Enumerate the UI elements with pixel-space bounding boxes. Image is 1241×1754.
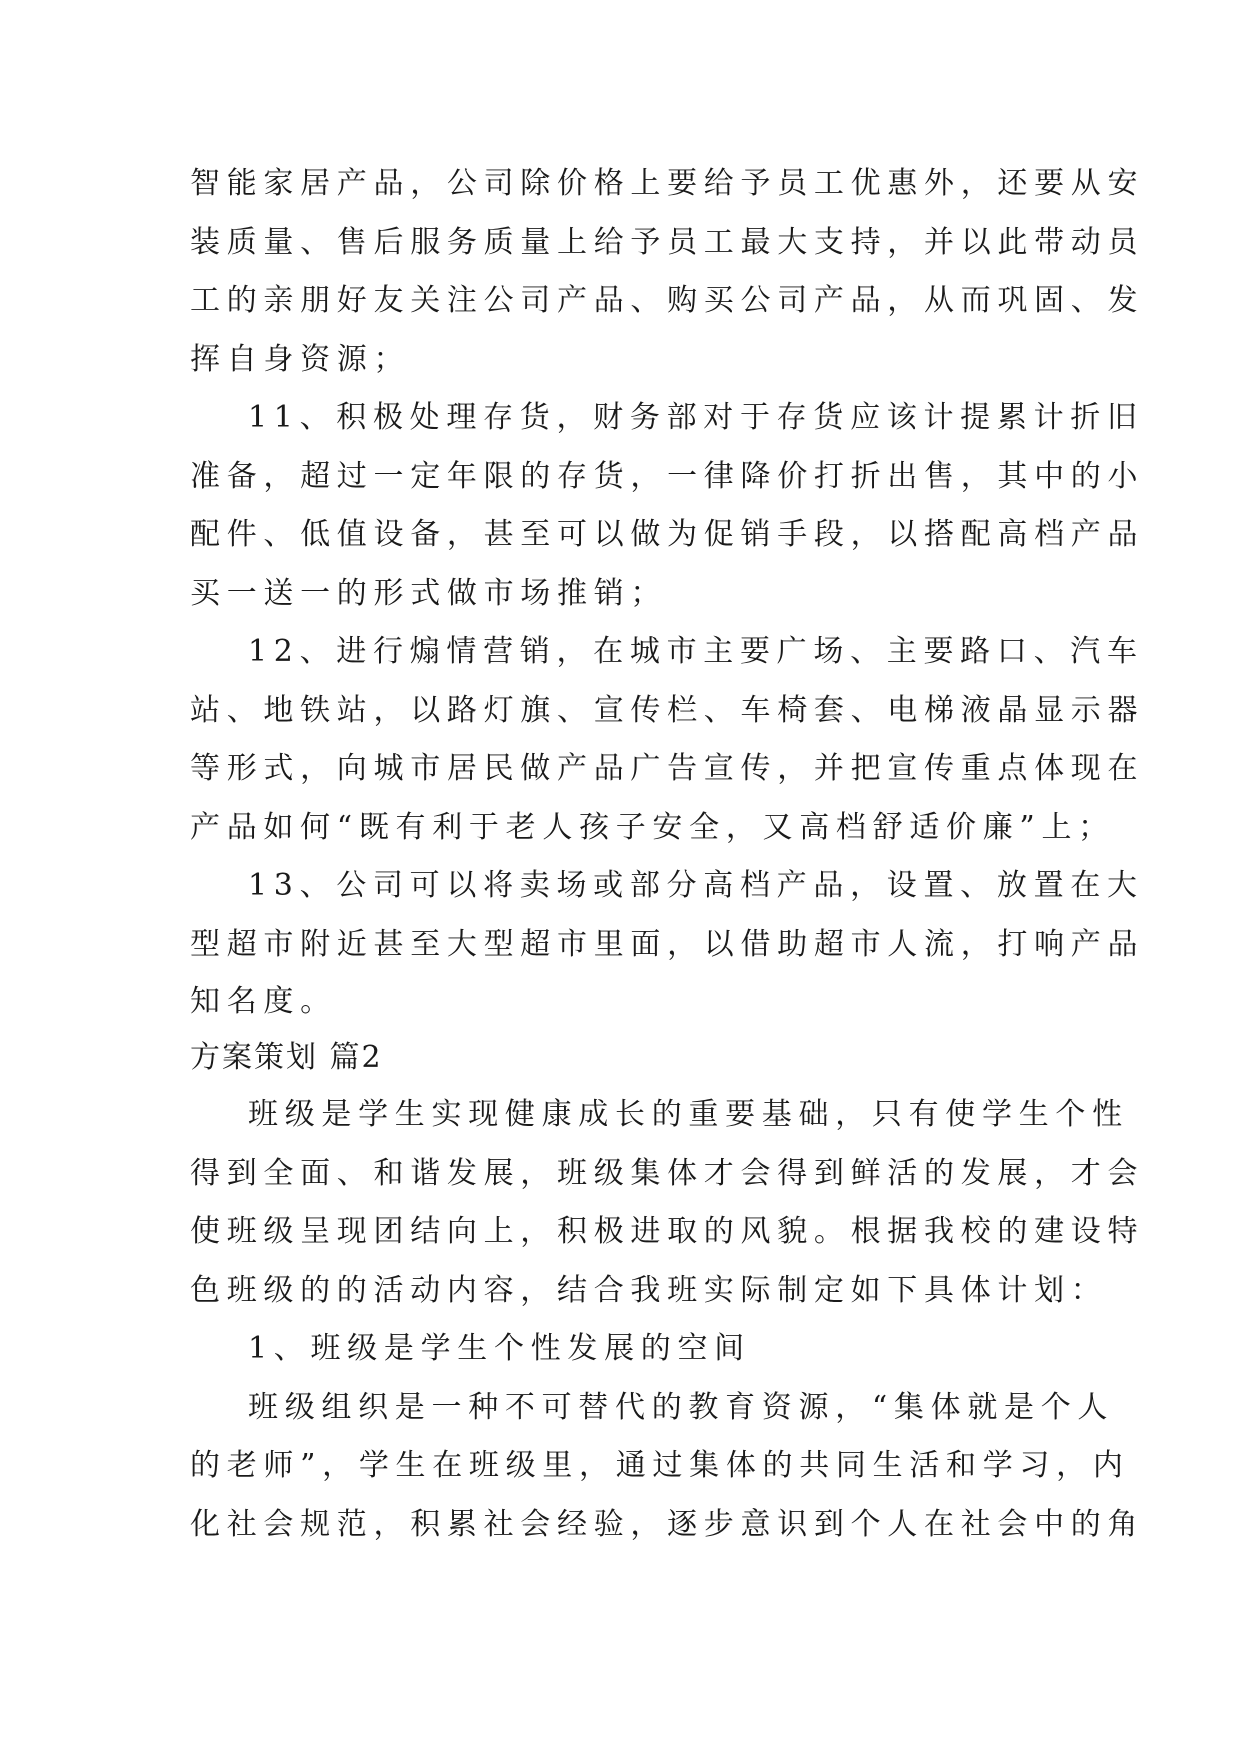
subheading-line: 1、班级是学生个性发展的空间: [248, 1331, 751, 1366]
text-line: 知名度。: [190, 984, 337, 1019]
text-line: 准备，超过一定年限的存货，一律降价打折出售，其中的小: [190, 458, 1145, 494]
text-line: 等形式，向城市居民做产品广告宣传，并把宣传重点体现在: [190, 751, 1145, 786]
paragraph-start-line: 班级组织是一种不可替代的教育资源，“集体就是个人: [248, 1389, 1115, 1425]
text-line: 站、地铁站，以路灯旗、宣传栏、车椅套、电梯液晶显示器: [190, 692, 1145, 728]
paragraph-start-line: 班级是学生实现健康成长的重要基础，只有使学生个性: [248, 1097, 1129, 1132]
text-line: 工的亲朋好友关注公司产品、购买公司产品，从而巩固、发: [190, 283, 1145, 318]
text-line: 装质量、售后服务质量上给予员工最大支持，并以此带动员: [190, 224, 1145, 260]
paragraph-start-line: 12、进行煽情营销，在城市主要广场、主要路口、汽车: [248, 634, 1144, 669]
document-page: [190, 155, 1145, 1554]
text-line: 产品如何“既有利于老人孩子安全，又高档舒适价廉”上；: [190, 809, 1115, 845]
text-line: 使班级呈现团结向上，积极进取的风貌。根据我校的建设特: [190, 1214, 1145, 1249]
text-line: 智能家居产品，公司除价格上要给予员工优惠外，还要从安: [190, 166, 1145, 201]
text-line: 得到全面、和谐发展，班级集体才会得到鲜活的发展，才会: [190, 1155, 1145, 1191]
text-line: 挥自身资源；: [190, 341, 411, 377]
paragraph-start-line: 11、积极处理存货，财务部对于存货应该计提累计折旧: [248, 400, 1144, 435]
text-line: 色班级的的活动内容，结合我班实际制定如下具体计划：: [190, 1272, 1108, 1308]
section-heading: 方案策划 篇2: [190, 1040, 383, 1075]
text-line: 型超市附近甚至大型超市里面，以借助超市人流，打响产品: [190, 926, 1145, 962]
paragraph-start-line: 13、公司可以将卖场或部分高档产品，设置、放置在大: [248, 868, 1144, 903]
text-line: 配件、低值设备，甚至可以做为促销手段，以搭配高档产品: [190, 517, 1145, 552]
text-line: 买一送一的形式做市场推销；: [190, 575, 668, 611]
text-line: 的老师”，学生在班级里，通过集体的共同生活和学习，内: [190, 1448, 1130, 1483]
text-line: 化社会规范，积累社会经验，逐步意识到个人在社会中的角: [190, 1506, 1145, 1542]
